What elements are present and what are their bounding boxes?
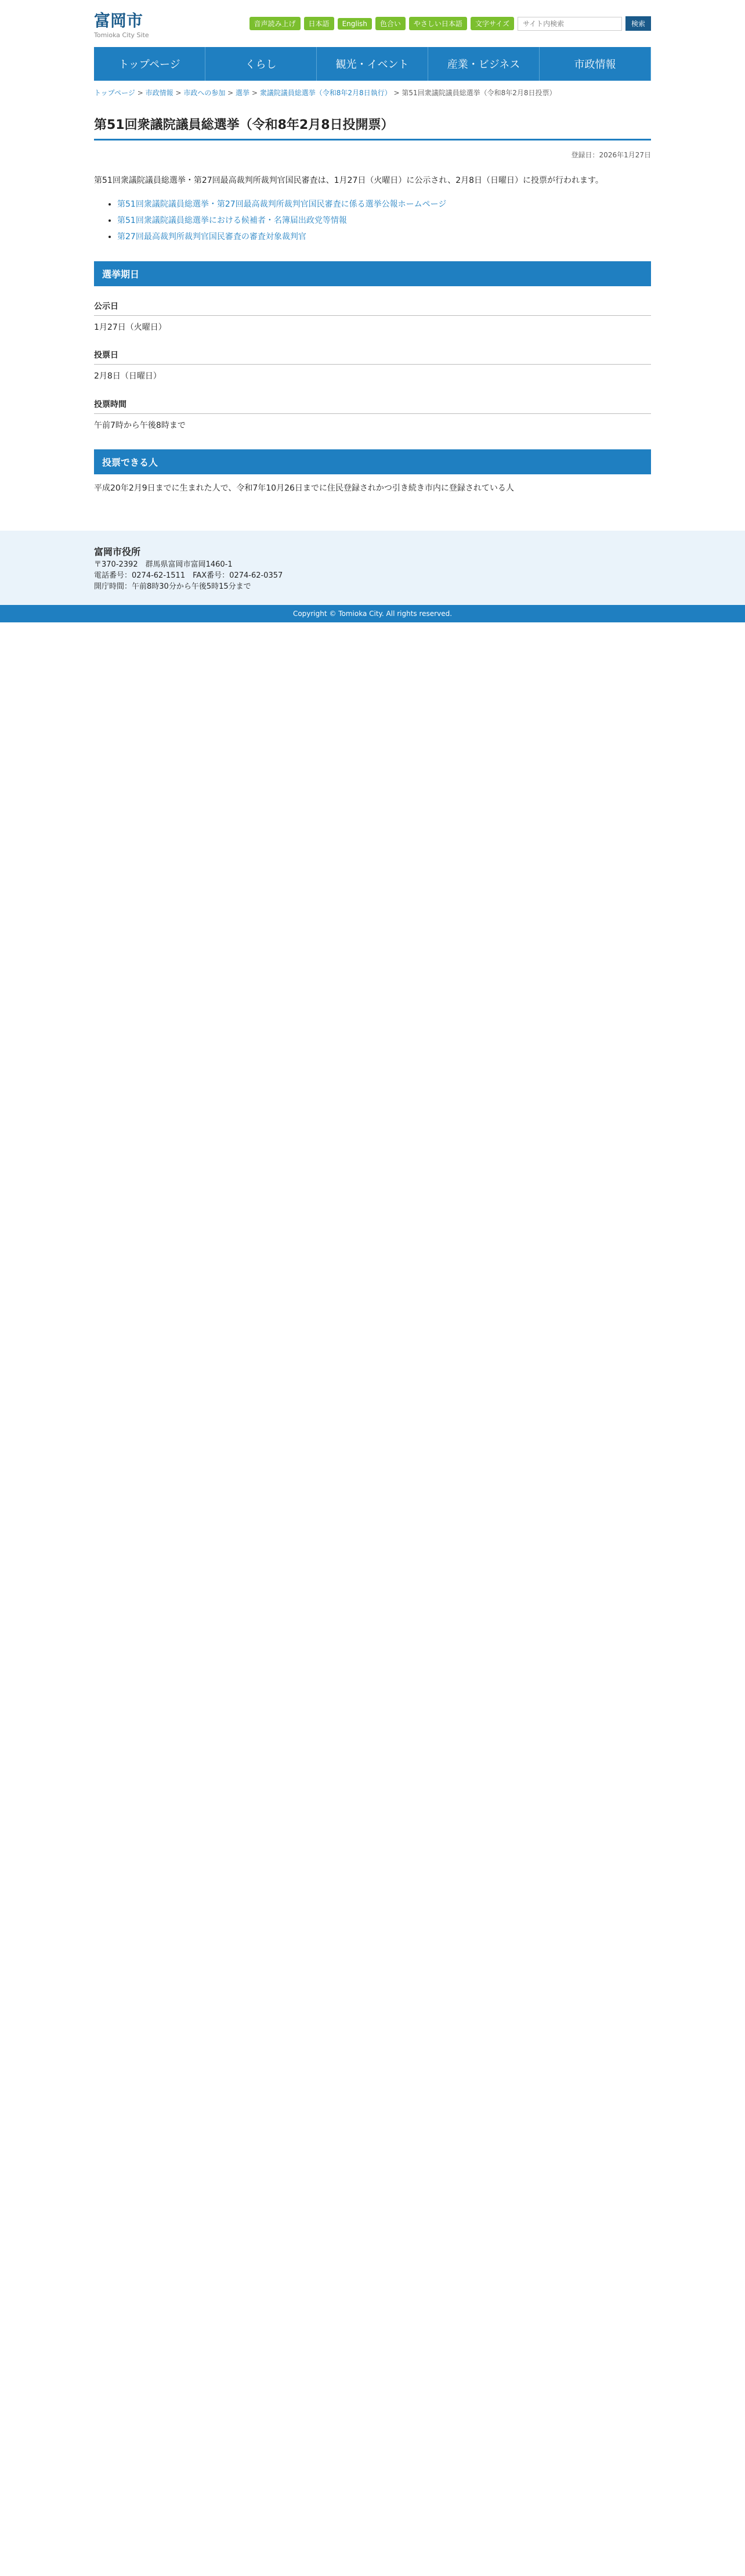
tool-0[interactable]: 音声読み上げ xyxy=(249,17,301,30)
header-tools xyxy=(249,8,651,39)
row-value-1: 2月8日（日曜日） xyxy=(94,372,161,381)
tool-5[interactable]: 文字サイズ xyxy=(471,17,514,30)
search-input[interactable] xyxy=(518,17,622,31)
nav-life[interactable]: くらし xyxy=(205,47,317,81)
section-heading-eligible: 投票できる人 xyxy=(94,449,651,474)
footer-hours: 開庁時間：午前8時30分から午後5時15分まで xyxy=(94,582,251,591)
row-label-1: 投票日 xyxy=(94,345,651,365)
nav-tourism[interactable]: 観光・イベント xyxy=(317,47,428,81)
related-links xyxy=(94,196,651,245)
intro-text: 第51回衆議院議員総選挙・第27回最高裁判所裁判官国民審査は、1月27日（火曜日）に公示され、2月8日（日曜日）に投票が行われます。 xyxy=(94,176,603,185)
tool-4[interactable]: やさしい日本語 xyxy=(409,17,467,30)
page-title: 第51回衆議院議員総選挙（令和8年2月8日投開票） xyxy=(94,109,651,140)
tool-1[interactable]: 日本語 xyxy=(304,17,334,30)
updated-date: 登録日：2026年1月27日 xyxy=(571,151,651,159)
crumb-current: 第51回衆議院議員総選挙（令和8年2月8日投票） xyxy=(402,89,556,97)
tool-3[interactable]: 色合い xyxy=(375,17,406,30)
search-button[interactable]: 検索 xyxy=(625,16,651,31)
site-footer xyxy=(0,531,745,605)
related-link-1[interactable]: 第51回衆議院議員総選挙における候補者・名簿届出政党等情報 xyxy=(117,216,347,226)
footer-office: 富岡市役所 xyxy=(94,546,141,557)
site-header xyxy=(94,0,651,47)
crumb-2[interactable]: 市政への参加 xyxy=(183,89,226,97)
nav-government[interactable]: 市政情報 xyxy=(540,47,651,81)
row-value-2: 午前7時から午後8時まで xyxy=(94,420,186,430)
copyright: Copyright © Tomioka City. All rights reserved. xyxy=(0,605,745,622)
crumb-0[interactable]: トップページ xyxy=(94,89,135,97)
section-heading-dates: 選挙期日 xyxy=(94,261,651,286)
tool-2[interactable]: English xyxy=(338,18,372,30)
nav-business[interactable]: 産業・ビジネス xyxy=(428,47,540,81)
crumb-1[interactable]: 市政情報 xyxy=(145,89,173,97)
row-value-0: 1月27日（火曜日） xyxy=(94,323,167,333)
breadcrumb: トップページ > 市政情報 > 市政への参加 > 選挙 > 衆議院議員総選挙（令和8年2月8日執行） > 第51回衆議院議員総選挙（令和8年2月8日投票） xyxy=(94,89,556,97)
eligible-text: 平成20年2月9日までに生まれた人で、令和7年10月26日までに住民登録されかつ引き続き市内に登録されている人 xyxy=(94,483,514,493)
row-label-0: 公示日 xyxy=(94,297,651,316)
global-nav xyxy=(94,47,651,81)
site-logo[interactable]: 富岡市 Tomioka City Site xyxy=(94,11,149,39)
crumb-3[interactable]: 選挙 xyxy=(236,89,250,97)
related-link-0[interactable]: 第51回衆議院議員総選挙・第27回最高裁判所裁判官国民審査に係る選挙公報ホームページ xyxy=(117,200,447,210)
footer-tel: 電話番号：0274-62-1511 FAX番号：0274-62-0357 xyxy=(94,571,283,580)
nav-home[interactable]: トップページ xyxy=(94,47,205,81)
footer-address: 〒370-2392 群馬県富岡市富岡1460-1 xyxy=(94,560,233,569)
related-link-2[interactable]: 第27回最高裁判所裁判官国民審査の審査対象裁判官 xyxy=(117,232,306,242)
row-label-2: 投票時間 xyxy=(94,395,651,414)
crumb-4[interactable]: 衆議院議員総選挙（令和8年2月8日執行） xyxy=(259,89,392,97)
